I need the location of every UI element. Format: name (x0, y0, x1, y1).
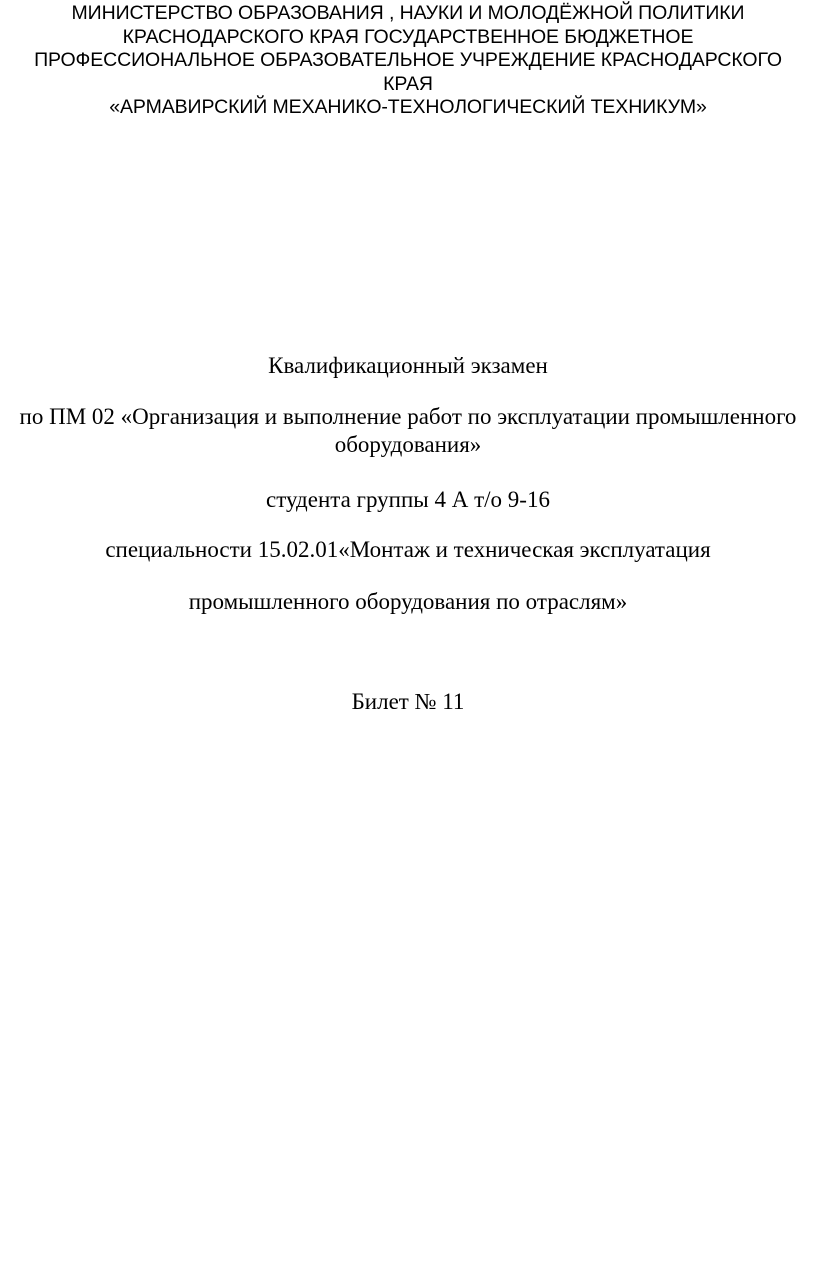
specialty-line-2: промышленного оборудования по отраслям» (188, 589, 628, 614)
header-line-1: МИНИСТЕРСТВО ОБРАЗОВАНИЯ , НАУКИ И МОЛОДЁЖНОЙ ПОЛИТИКИ (71, 2, 745, 24)
exam-title: Квалификационный экзамен (268, 353, 548, 378)
module-title-line-1: по ПМ 02 «Организация и выполнение работ по эксплуатации промышленного (19, 404, 797, 429)
institution-header (0, 2, 816, 120)
header-line-2: КРАСНОДАРСКОГО КРАЯ ГОСУДАРСТВЕННОЕ БЮДЖЕТНОЕ (122, 25, 694, 48)
specialty-line-1: специальности 15.02.01«Монтаж и техническая эксплуатация (105, 537, 711, 562)
student-group: студента группы 4 А т/о 9-16 (266, 487, 550, 512)
header-line-3: ПРОФЕССИОНАЛЬНОЕ ОБРАЗОВАТЕЛЬНОЕ УЧРЕЖДЕНИЕ КРАСНОДАРСКОГО (34, 49, 782, 72)
header-line-4: КРАЯ (383, 72, 433, 95)
header-line-5: «АРМАВИРСКИЙ МЕХАНИКО-ТЕХНОЛОГИЧЕСКИЙ ТЕХНИКУМ» (109, 96, 707, 119)
module-title-line-2: оборудования» (334, 432, 482, 457)
ticket-number: Билет № 11 (351, 689, 465, 714)
module-title (6, 403, 810, 459)
